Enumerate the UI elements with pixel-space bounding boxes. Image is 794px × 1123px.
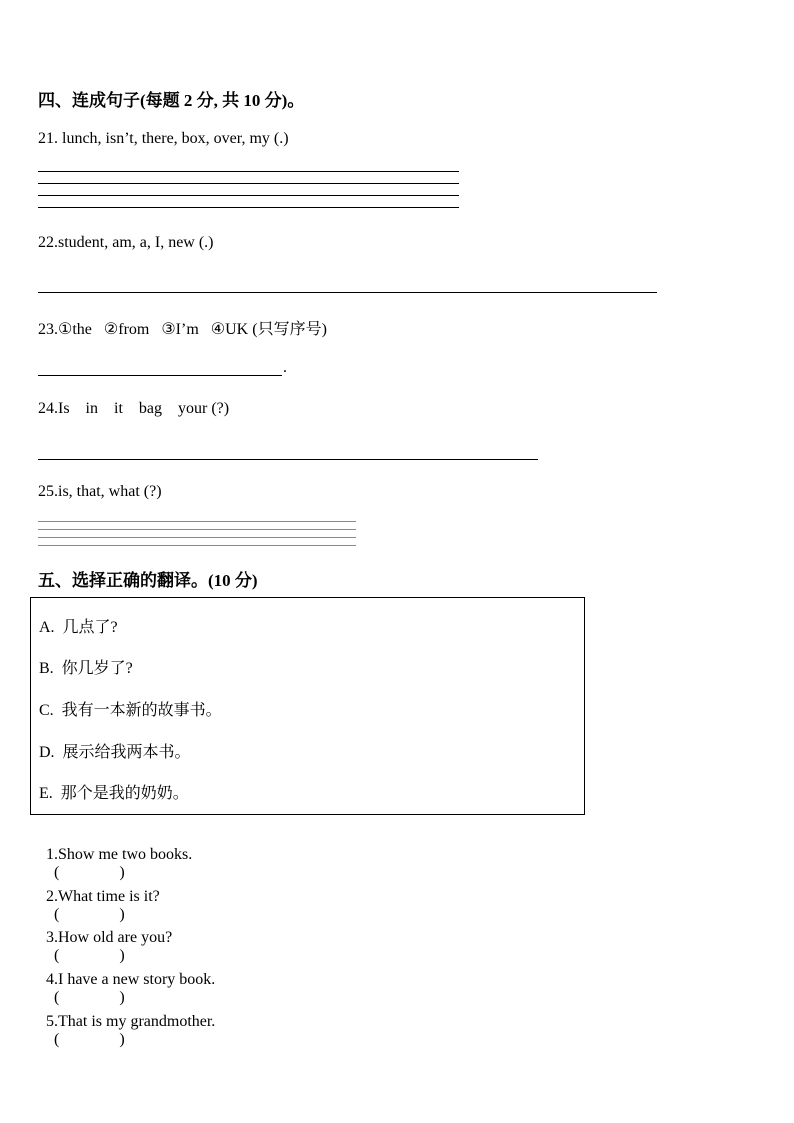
question-22: 22.student, am, a, I, new (.) [38, 234, 214, 251]
answer-open-paren: ( [54, 989, 60, 1006]
question-24: 24.Is in it bag your (?) [38, 400, 230, 417]
section-5-title: 五、选择正确的翻译。(10 分) [38, 571, 258, 590]
options-box [30, 597, 585, 815]
answer-line-23 [38, 375, 282, 376]
answer-line-21-c [38, 195, 459, 196]
answer-close-paren: ) [119, 989, 125, 1006]
answer-line-21-a [38, 171, 459, 172]
question-23: 23.①the ②from ③I’m ④UK (只写序号) [38, 321, 327, 338]
section-4-title: 四、连成句子(每题 2 分, 共 10 分)。 [38, 91, 305, 110]
match-item-text: 5.That is my grandmother. [46, 1013, 216, 1030]
match-item-text: 3.How old are you? [46, 929, 173, 946]
answer-close-paren: ) [119, 864, 125, 881]
answer-line-22 [38, 292, 657, 293]
option-e: E. 那个是我的奶奶。 [39, 785, 189, 802]
answer-close-paren: ) [119, 1031, 125, 1048]
match-item-5 [38, 995, 215, 1049]
answer-line-25-b [38, 529, 356, 530]
option-c: C. 我有一本新的故事书。 [39, 702, 222, 719]
answer-open-paren: ( [54, 947, 60, 964]
answer-open-paren: ( [54, 1031, 60, 1048]
answer-23-period: . [283, 359, 287, 376]
match-item-text: 1.Show me two books. [46, 846, 193, 863]
answer-line-25-d [38, 545, 356, 546]
answer-close-paren: ) [119, 906, 125, 923]
answer-line-25-a [38, 521, 356, 522]
answer-open-paren: ( [54, 906, 60, 923]
answer-line-24 [38, 459, 538, 460]
question-21: 21. lunch, isn’t, there, box, over, my (.) [38, 130, 289, 147]
answer-open-paren: ( [54, 864, 60, 881]
answer-close-paren: ) [119, 947, 125, 964]
answer-line-21-b [38, 183, 459, 184]
answer-line-25-c [38, 537, 356, 538]
option-a: A. 几点了? [39, 619, 118, 636]
answer-line-21-d [38, 207, 459, 208]
match-item-text: 4.I have a new story book. [46, 971, 216, 988]
option-b: B. 你几岁了? [39, 660, 133, 677]
match-item-text: 2.What time is it? [46, 888, 160, 905]
question-25: 25.is, that, what (?) [38, 483, 162, 500]
option-d: D. 展示给我两本书。 [39, 744, 191, 761]
